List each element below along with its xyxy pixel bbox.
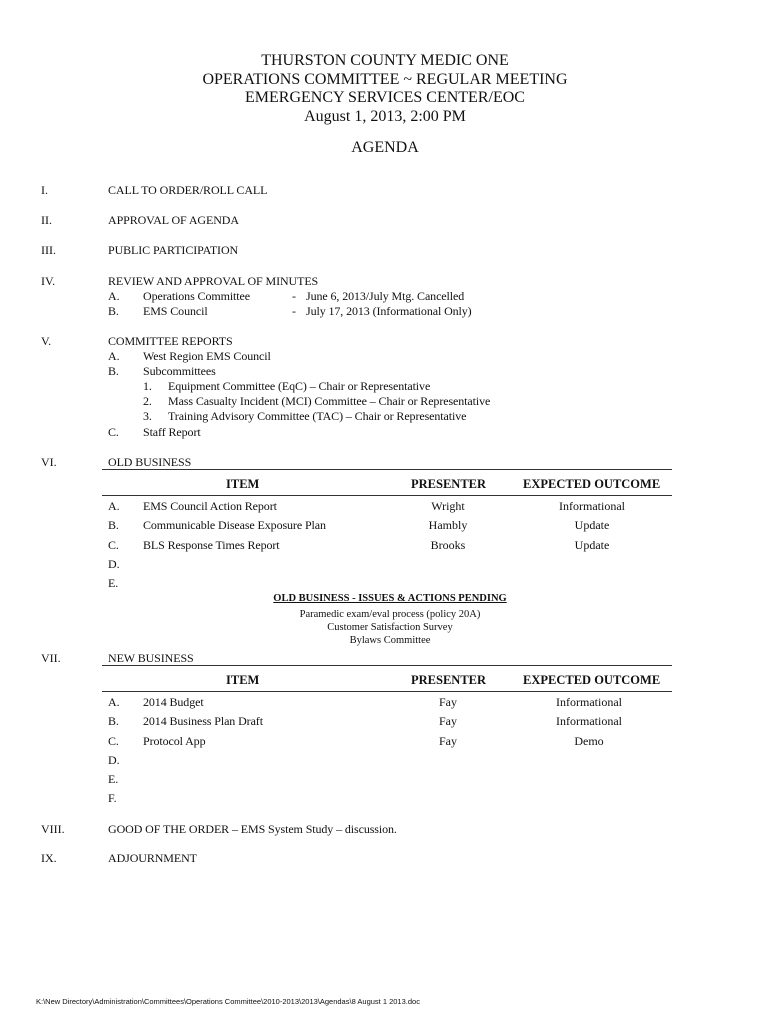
item-letter: B. xyxy=(108,304,119,318)
section-number: II. xyxy=(41,213,52,227)
row-presenter: Brooks xyxy=(430,538,466,552)
row-presenter: Wright xyxy=(431,499,465,513)
meeting-location: EMERGENCY SERVICES CENTER/EOC xyxy=(245,89,525,106)
pending-item: Paramedic exam/eval process (policy 20A) xyxy=(299,609,481,620)
row-outcome: Demo xyxy=(574,734,604,748)
col-header-presenter: PRESENTER xyxy=(411,477,487,491)
pending-title: OLD BUSINESS - ISSUES & ACTIONS PENDING xyxy=(273,593,507,604)
subcommittee-item: Mass Casualty Incident (MCI) Committee – Chair or Representative xyxy=(168,394,491,408)
section-title: COMMITTEE REPORTS xyxy=(108,334,233,348)
section-number: VI. xyxy=(41,455,57,469)
minutes-item-name: EMS Council xyxy=(143,304,208,318)
row-presenter: Hambly xyxy=(428,518,468,532)
subcommittee-item: Training Advisory Committee (TAC) – Chair or Representative xyxy=(168,409,467,423)
minutes-item-name: Operations Committee xyxy=(143,289,250,303)
row-outcome: Informational xyxy=(556,695,622,709)
meeting-name: OPERATIONS COMMITTEE ~ REGULAR MEETING xyxy=(202,70,568,88)
row-letter: A. xyxy=(108,695,120,709)
section-number: VII. xyxy=(41,651,61,665)
section-title: OLD BUSINESS xyxy=(108,455,192,469)
item-letter: B. xyxy=(108,364,119,378)
row-letter: E. xyxy=(108,772,119,786)
section-number: V. xyxy=(41,334,52,348)
subitem-number: 2. xyxy=(143,394,152,408)
row-letter: F. xyxy=(108,791,117,805)
row-presenter: Fay xyxy=(439,695,457,709)
section-title: APPROVAL OF AGENDA xyxy=(108,213,239,227)
section-title: PUBLIC PARTICIPATION xyxy=(108,243,239,257)
table-header-rule xyxy=(102,691,672,692)
row-letter: D. xyxy=(108,557,120,571)
meeting-date: August 1, 2013, 2:00 PM xyxy=(304,107,466,125)
item-letter: A. xyxy=(108,289,120,303)
section-title: CALL TO ORDER/ROLL CALL xyxy=(108,183,268,197)
minutes-item-dash: - xyxy=(292,304,296,318)
table-top-rule xyxy=(102,665,672,666)
item-letter: A. xyxy=(108,349,120,363)
col-header-item: ITEM xyxy=(226,673,260,687)
minutes-item-detail: July 17, 2013 (Informational Only) xyxy=(306,304,472,318)
minutes-item-detail: June 6, 2013/July Mtg. Cancelled xyxy=(306,289,465,303)
section-number: VIII. xyxy=(41,822,65,836)
row-letter: C. xyxy=(108,734,119,748)
row-item: 2014 Budget xyxy=(143,695,204,709)
subitem-number: 1. xyxy=(143,379,152,393)
row-item: BLS Response Times Report xyxy=(143,538,280,552)
section-title: ADJOURNMENT xyxy=(108,851,197,865)
row-letter: D. xyxy=(108,753,120,767)
row-letter: B. xyxy=(108,714,119,728)
col-header-item: ITEM xyxy=(226,477,260,491)
org-name: THURSTON COUNTY MEDIC ONE xyxy=(261,52,509,69)
row-letter: A. xyxy=(108,499,120,513)
col-header-outcome: EXPECTED OUTCOME xyxy=(523,477,661,491)
section-number: I. xyxy=(41,183,48,197)
report-item: Staff Report xyxy=(143,425,201,439)
agenda-title: AGENDA xyxy=(351,139,419,156)
row-letter: E. xyxy=(108,576,119,590)
section-title: REVIEW AND APPROVAL OF MINUTES xyxy=(108,274,319,288)
document-header xyxy=(0,52,770,158)
pending-item: Customer Satisfaction Survey xyxy=(327,622,453,633)
row-letter: C. xyxy=(108,538,119,552)
row-outcome: Informational xyxy=(556,714,622,728)
file-path-footer: K:\New Directory\Administration\Committees\Operations Committee\2010-2013\2013\Agendas\8 August 1 2013.doc xyxy=(36,997,420,1006)
report-item: West Region EMS Council xyxy=(143,349,271,363)
section-number: IX. xyxy=(41,851,57,865)
row-letter: B. xyxy=(108,518,119,532)
row-presenter: Fay xyxy=(439,714,457,728)
item-letter: C. xyxy=(108,425,119,439)
row-item: EMS Council Action Report xyxy=(143,499,277,513)
col-header-outcome: EXPECTED OUTCOME xyxy=(523,673,661,687)
section-number: IV. xyxy=(41,274,56,288)
row-item: 2014 Business Plan Draft xyxy=(143,714,263,728)
row-outcome: Update xyxy=(574,538,610,552)
row-presenter: Fay xyxy=(439,734,457,748)
section-number: III. xyxy=(41,243,56,257)
table-top-rule xyxy=(102,469,672,470)
col-header-presenter: PRESENTER xyxy=(411,673,487,687)
row-outcome: Update xyxy=(574,518,610,532)
subitem-number: 3. xyxy=(143,409,152,423)
table-header-rule xyxy=(102,495,672,496)
pending-item: Bylaws Committee xyxy=(349,635,431,646)
row-item: Communicable Disease Exposure Plan xyxy=(143,518,326,532)
section-title: GOOD OF THE ORDER – EMS System Study – discussion. xyxy=(108,822,397,836)
minutes-item-dash: - xyxy=(292,289,296,303)
section-title: NEW BUSINESS xyxy=(108,651,194,665)
subcommittee-item: Equipment Committee (EqC) – Chair or Representative xyxy=(168,379,431,393)
row-outcome: Informational xyxy=(559,499,625,513)
row-item: Protocol App xyxy=(143,734,206,748)
report-item: Subcommittees xyxy=(143,364,216,378)
